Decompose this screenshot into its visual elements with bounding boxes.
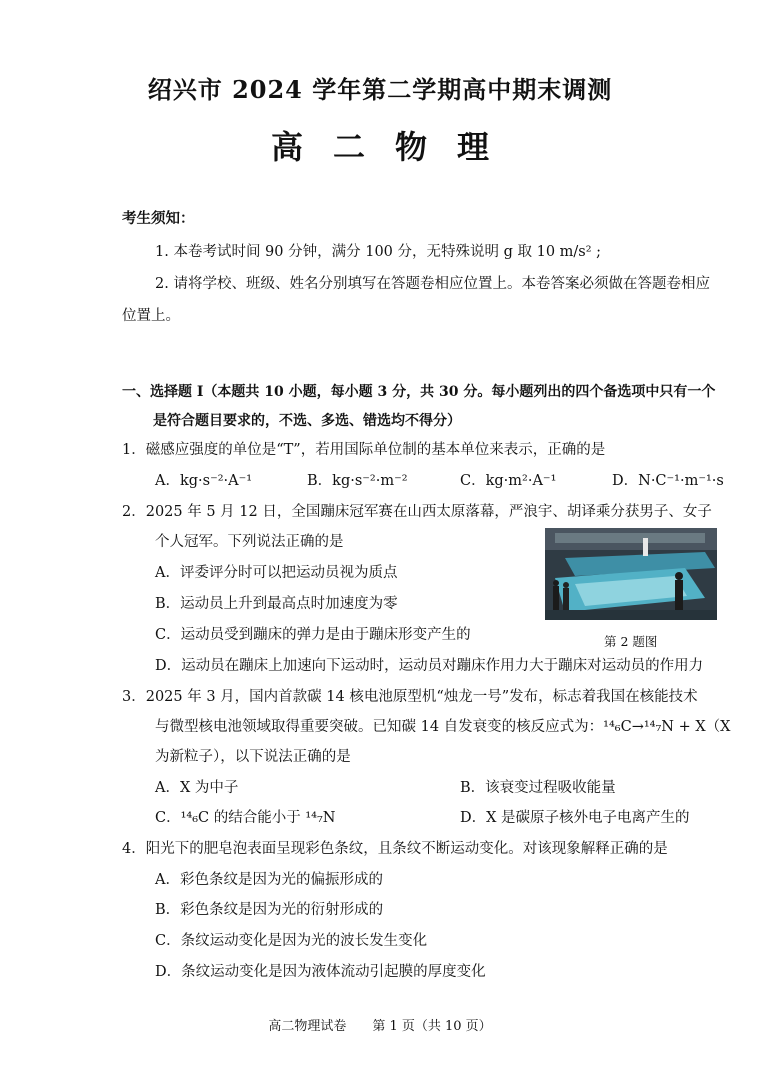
q4-option-a: A．彩色条纹是因为光的偏振形成的 [155,872,383,888]
notice-heading: 考生须知： [122,210,195,227]
q2-option-c: C．运动员受到蹦床的弹力是由于蹦床形变产生的 [155,627,471,643]
q2-option-d: D．运动员在蹦床上加速向下运动时，运动员对蹦床作用力大于蹦床对运动员的作用力 [155,658,704,674]
notice-item-2-line-1: 2. 请将学校、班级、姓名分别填写在答题卷相应位置上。本卷答案必须做在答题卷相应 [155,276,710,292]
q3-stem-line-3: 为新粒子），以下说法正确的是 [155,749,351,765]
q3-stem-line-2: 与微型核电池领域取得重要突破。已知碳 14 自发衰变的核反应式为：¹⁴₆C→¹⁴₇N + X（X [155,719,731,735]
q2-stem-line-1: 2．2025 年 5 月 12 日，全国蹦床冠军赛在山西太原落幕，严浪宇、胡译乘分获男子、女子 [122,504,712,520]
q1-option-a: A．kg·s⁻²·A⁻¹ [155,473,253,489]
q1-stem: 1．磁感应强度的单位是“T”，若用国际单位制的基本单位来表示，正确的是 [122,442,606,458]
q2-stem-line-2: 个人冠军。下列说法正确的是 [155,534,344,550]
q2-option-a: A．评委评分时可以把运动员视为质点 [155,565,398,581]
q3-option-b: B．该衰变过程吸收能量 [460,780,616,796]
q2-option-b: B．运动员上升到最高点时加速度为零 [155,596,398,612]
q4-option-b: B．彩色条纹是因为光的衍射形成的 [155,902,384,918]
q3-stem-line-1: 3．2025 年 3 月，国内首款碳 14 核电池原型机“烛龙一号”发布，标志着我国在核能技术 [122,689,698,705]
section-heading-line-1: 一、选择题 I（本题共 10 小题，每小题 3 分，共 30 分。每小题列出的四个备选项中只有一个 [122,384,716,400]
notice-item-2-line-2: 位置上。 [122,308,180,324]
exam-title: 绍兴市 2024 学年第二学期高中期末调测 [147,75,613,104]
notice-item-1: 1. 本卷考试时间 90 分钟，满分 100 分，无特殊说明 g 取 10 m/s² ; [155,244,602,260]
q1-option-c: C．kg·m²·A⁻¹ [460,473,557,489]
q4-stem: 4．阳光下的肥皂泡表面呈现彩色条纹，且条纹不断运动变化。对该现象解释正确的是 [122,841,668,857]
q3-option-a: A．X 为中子 [155,780,239,796]
section-heading-line-2: 是符合题目要求的，不选、多选、错选均不得分） [153,413,461,429]
subject-title: 高二物理 [270,128,519,166]
q1-option-d: D．N·C⁻¹·m⁻¹·s [612,473,724,489]
q3-option-c: C．¹⁴₆C 的结合能小于 ¹⁴₇N [155,810,336,826]
page-footer: 高二物理试卷 第 1 页（共 10 页） [268,1019,492,1034]
trampoline-photo [545,528,717,620]
q3-option-d: D．X 是碳原子核外电子电离产生的 [460,810,690,826]
q1-option-b: B．kg·s⁻²·m⁻² [307,473,408,489]
figure-caption: 第 2 题图 [604,634,658,649]
q4-option-d: D．条纹运动变化是因为液体流动引起膜的厚度变化 [155,964,486,980]
q4-option-c: C．条纹运动变化是因为光的波长发生变化 [155,933,428,949]
